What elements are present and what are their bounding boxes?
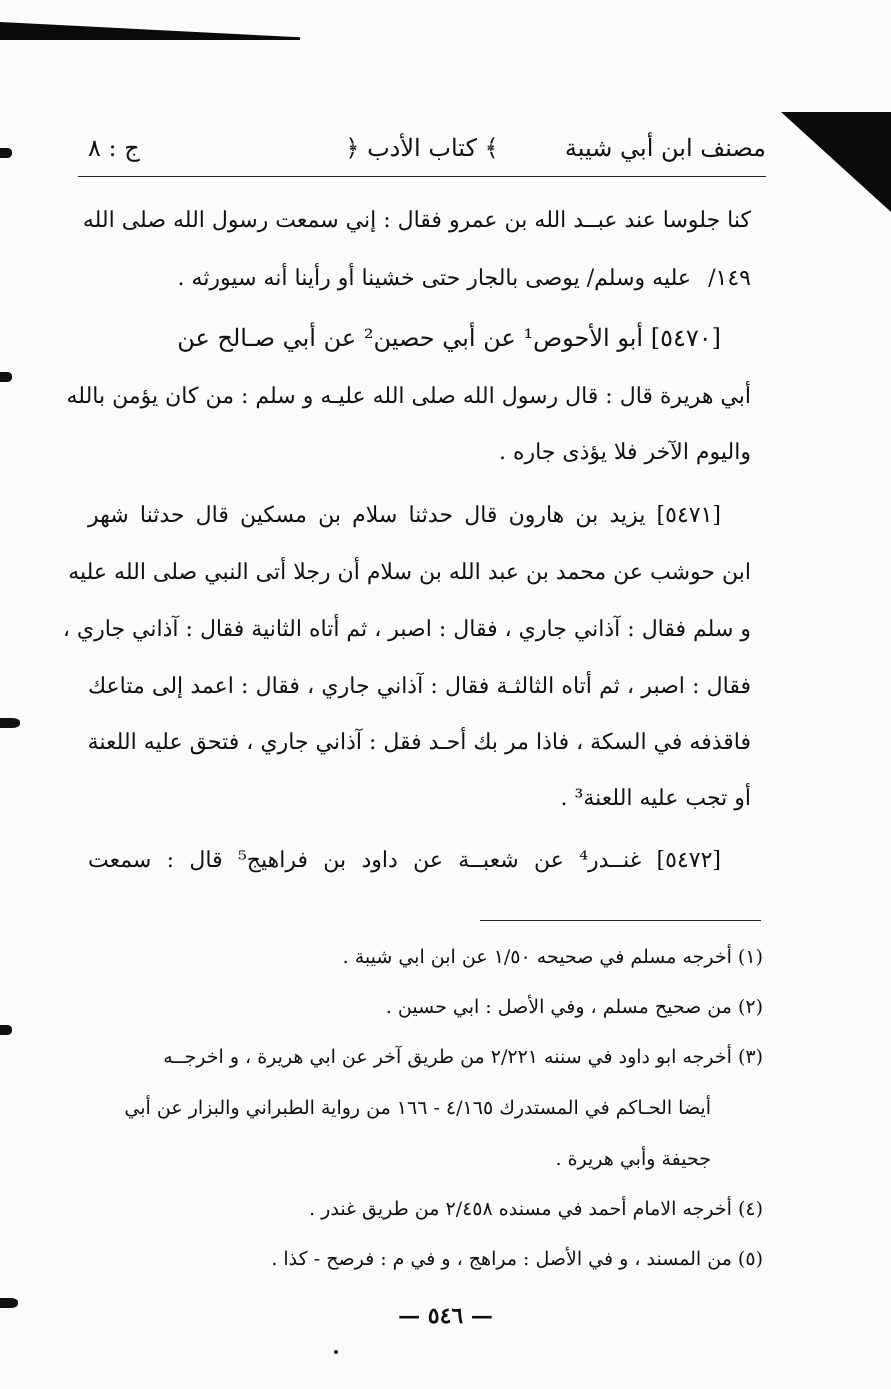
binding-mark	[0, 718, 20, 728]
footnote: (١) أخرجه مسلم في صحيحه ١/٥٠ عن ابن ابي شيبة .	[342, 946, 763, 968]
page-number: — ٥٤٦ —	[398, 1303, 493, 1329]
text-line: أبي هريرة قال : قال رسول الله صلى الله عليـه و سلم : من كان يؤمن بالله	[66, 384, 751, 409]
footnote-continuation: جحيفة وأبي هريرة .	[555, 1148, 711, 1170]
text-line: [٥٤٧٠] أبو الأحوص¹ عن أبي حصين² عن أبي صـالح عن	[177, 324, 721, 352]
text-line: فاقذفه في السكة ، فاذا مر بك أحـد فقل : آذاني جاري ، فتحق عليه اللعنة	[87, 730, 751, 755]
scan-corner-shadow	[781, 112, 891, 212]
text-line: فقال : اصبر ، ثم أتاه الثالثـة فقال : آذاني جاري ، فقال : اعمد إلى متاعك	[88, 674, 751, 699]
text-line: و سلم فقال : آذاني جاري ، فقال : اصبر ، ثم أتاه الثانية فقال : آذاني جاري ،	[62, 617, 751, 642]
text-line: أو تجب عليه اللعنة³ .	[560, 786, 751, 811]
footnote: (٢) من صحيح مسلم ، وفي الأصل : ابي حسين .	[385, 996, 763, 1018]
footnote: (٥) من المسند ، و في الأصل : مراهج ، و في م : فرصح - كذا .	[271, 1248, 763, 1270]
binding-mark	[0, 148, 12, 158]
footnote-continuation: أيضا الحـاكم في المستدرك ٤/١٦٥ - ١٦٦ من رواية الطبراني والبزار عن أبي	[124, 1097, 711, 1119]
volume-label: ج : ٨	[88, 134, 140, 162]
scan-speck	[334, 1350, 338, 1354]
text-line: ابن حوشب عن محمد بن عبد الله بن سلام أن رجلا أتى النبي صلى الله عليه	[68, 560, 751, 585]
text-line: عليه وسلم/ يوصى بالجار حتى خشينا أو رأينا أنه سيورثه .	[177, 266, 691, 291]
footnote-separator	[480, 920, 761, 921]
binding-mark	[0, 372, 12, 382]
binding-mark	[0, 1025, 12, 1035]
text-line: [٥٤٧٢] غنــدر⁴ عن شعبــة عن داود بن فراهيج⁵ قال : سمعت	[88, 848, 721, 873]
text-line: [٥٤٧١] يزيد بن هارون قال حدثنا سلام بن مسكين قال حدثنا شهر	[88, 503, 721, 528]
book-title: مصنف ابن أبي شيبة	[564, 134, 766, 162]
text-line: كنا جلوسا عند عبــد الله بن عمرو فقال : إني سمعت رسول الله صلى الله	[82, 208, 751, 233]
chapter-title: ﴿ كتاب الأدب ﴾	[345, 134, 499, 162]
page-header	[78, 128, 766, 177]
footnote: (٣) أخرجه ابو داود في سننه ٢/٢٢١ من طريق آخر عن ابي هريرة ، و اخرجــه	[163, 1046, 763, 1068]
text-line: واليوم الآخر فلا يؤذى جاره .	[498, 440, 751, 465]
scan-edge-bar	[0, 22, 300, 40]
footnote: (٤) أخرجه الامام أحمد في مسنده ٢/٤٥٨ من طريق غندر .	[309, 1198, 763, 1220]
folio-margin-note: ١٤٩/	[708, 266, 751, 291]
